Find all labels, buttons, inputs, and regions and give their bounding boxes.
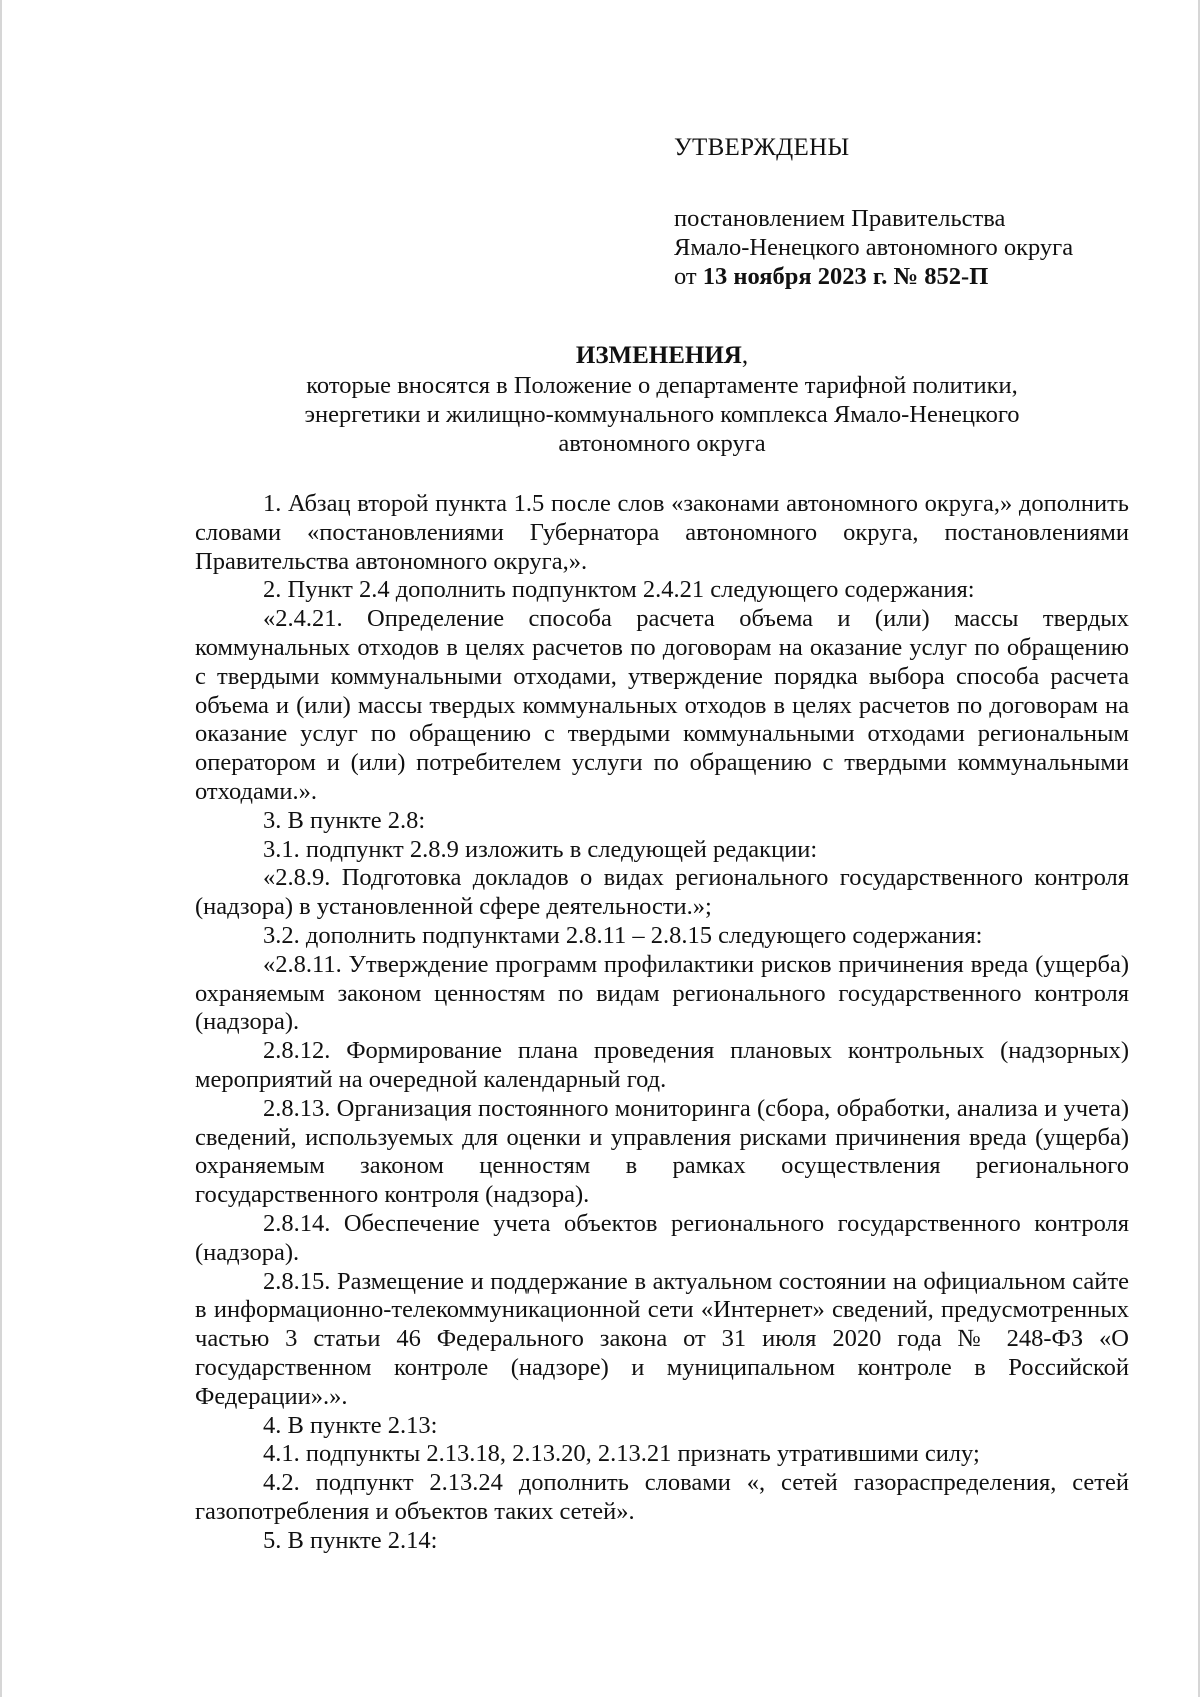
approval-line-1: постановлением Правительства — [674, 205, 1006, 232]
paragraph-2-4-21: «2.4.21. Определение способа расчета объема и (или) массы твердых коммунальных отходов в целях расчетов по договорам на оказание услуг по обращению с твердыми коммунальными отходами, утверждение порядка выбора способа расчета объема и (или) массы твердых коммунальных отходов в целях расчетов по договорам на оказание услуг по обращению с твердыми коммунальными отходами региональным оператором и (или) потребителем услуги по обращению с твердыми коммунальными отходами.». — [195, 605, 1129, 805]
heading-subtitle-line-2: энергетики и жилищно-коммунального комплекса Ямало-Ненецкого — [304, 401, 1020, 428]
document-title-text: ИЗМЕНЕНИЯ — [575, 342, 742, 369]
approval-line-2: Ямало-Ненецкого автономного округа — [674, 234, 1074, 261]
paragraph-4-2: 4.2. подпункт 2.13.24 дополнить словами «, сетей газораспределения, сетей газопотребления и объектов таких сетей». — [195, 1469, 1129, 1525]
paragraph-1: 1. Абзац второй пункта 1.5 после слов «законами автономного округа,» дополнить словами «постановлениями Губернатора автономного округа, постановлениями Правительства автономного округа,». — [195, 490, 1129, 575]
paragraph-4-1: 4.1. подпункты 2.13.18, 2.13.20, 2.13.21 признать утратившими силу; — [263, 1440, 980, 1468]
paragraph-2-8-13: 2.8.13. Организация постоянного мониторинга (сбора, обработки, анализа и учета) сведений, используемых для оценки и управления рисками причинения вреда (ущерба) охраняемым законом ценностям в рамках осуществления регионального государственного контроля (надзора). — [195, 1094, 1129, 1209]
approval-stamp: УТВЕРЖДЕНЫ — [674, 134, 850, 161]
paragraph-3-2: 3.2. дополнить подпунктами 2.8.11 – 2.8.15 следующего содержания: — [263, 921, 983, 949]
paragraph-2-8-15: 2.8.15. Размещение и поддержание в актуальном состоянии на официальном сайте в информационно-телекоммуникационной сети «Интернет» сведений, предусмотренных частью 3 статьи 46 Федерального закона от 31 июля 2020 года № 248-ФЗ «О государственном контроле (надзоре) и муниципальном контроле в Российской Федерации».». — [195, 1267, 1129, 1410]
approval-date-prefix: от — [674, 263, 703, 290]
approval-date-line — [674, 262, 1154, 291]
approval-date-number: 13 ноября 2023 г. № 852-П — [702, 263, 989, 290]
heading-subtitle-line-3: автономного округа — [558, 430, 766, 457]
paragraph-3-1: 3.1. подпункт 2.8.9 изложить в следующей редакции: — [263, 835, 818, 863]
paragraph-2-8-14: 2.8.14. Обеспечение учета объектов регионального государственного контроля (надзора). — [195, 1209, 1129, 1266]
heading-subtitle-line-1: которые вносятся в Положение о департаменте тарифной политики, — [306, 372, 1018, 399]
paragraph-3: 3. В пункте 2.8: — [263, 806, 426, 834]
paragraph-2-8-12: 2.8.12. Формирование плана проведения плановых контрольных (надзорных) мероприятий на очередной календарный год. — [195, 1037, 1129, 1093]
paragraph-2-8-11: «2.8.11. Утверждение программ профилактики рисков причинения вреда (ущерба) охраняемым законом ценностям по видам регионального государственного контроля (надзора). — [195, 950, 1129, 1036]
paragraph-5: 5. В пункте 2.14: — [263, 1526, 438, 1554]
paragraph-2-8-9: «2.8.9. Подготовка докладов о видах регионального государственного контроля (надзора) в установленной сфере деятельности.»; — [195, 864, 1129, 921]
document-title — [195, 341, 1129, 371]
document-title-suffix: , — [741, 342, 749, 369]
approval-block — [674, 133, 1154, 291]
paragraph-4: 4. В пункте 2.13: — [263, 1411, 438, 1439]
paragraph-2: 2. Пункт 2.4 дополнить подпунктом 2.4.21 следующего содержания: — [263, 576, 975, 604]
document-heading — [195, 341, 1129, 458]
scan-edge-left — [0, 0, 2, 1697]
document-body — [195, 490, 1129, 1555]
